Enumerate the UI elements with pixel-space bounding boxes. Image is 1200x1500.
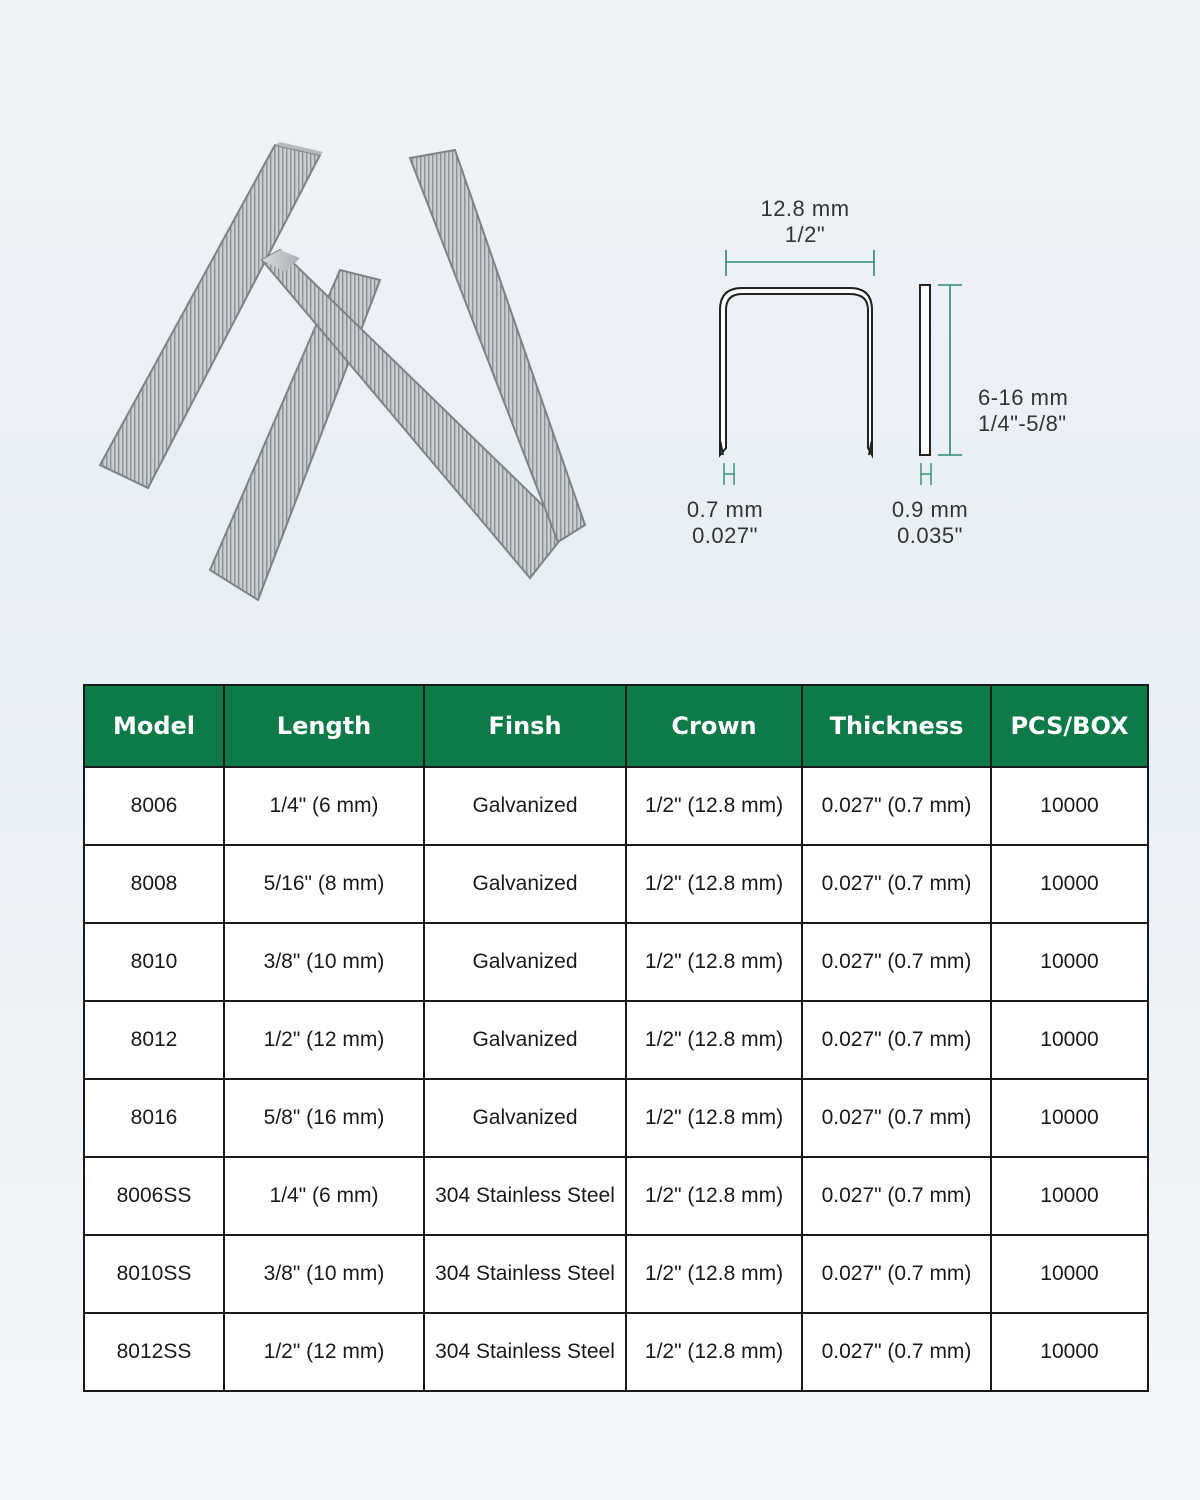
- cell-crown: 1/2" (12.8 mm): [626, 1157, 802, 1235]
- cell-length: 5/16" (8 mm): [224, 845, 424, 923]
- cell-length: 3/8" (10 mm): [224, 1235, 424, 1313]
- wire-dimension-marker: [724, 463, 734, 485]
- wire-dimension-label: [665, 497, 785, 549]
- cell-finish: Galvanized: [424, 1001, 626, 1079]
- wire-in-text: 0.027": [692, 523, 758, 548]
- cell-model: 8016: [84, 1079, 224, 1157]
- cell-thickness: 0.027" (0.7 mm): [802, 1235, 991, 1313]
- cell-crown: 1/2" (12.8 mm): [626, 845, 802, 923]
- cell-model: 8012SS: [84, 1313, 224, 1391]
- crown-dimension-line: [726, 250, 874, 276]
- cell-model: 8006SS: [84, 1157, 224, 1235]
- cell-length: 1/4" (6 mm): [224, 767, 424, 845]
- cell-model: 8008: [84, 845, 224, 923]
- cell-thickness: 0.027" (0.7 mm): [802, 767, 991, 845]
- crown-in-text: 1/2": [784, 222, 826, 247]
- wire-mm-text: 0.7 mm: [686, 497, 764, 522]
- staple-strips-image: [90, 130, 590, 620]
- cell-finish: Galvanized: [424, 767, 626, 845]
- thickness-mm-text: 0.9 mm: [891, 497, 969, 522]
- header-length: Length: [224, 685, 424, 767]
- table-row: [84, 767, 1148, 845]
- cell-crown: 1/2" (12.8 mm): [626, 1235, 802, 1313]
- cell-finish: Galvanized: [424, 923, 626, 1001]
- staple-side-profile: [920, 285, 930, 455]
- table-row: [84, 845, 1148, 923]
- cell-length: 3/8" (10 mm): [224, 923, 424, 1001]
- cell-pcs-box: 10000: [991, 1313, 1148, 1391]
- cell-pcs-box: 10000: [991, 1157, 1148, 1235]
- table-row: [84, 1001, 1148, 1079]
- cell-thickness: 0.027" (0.7 mm): [802, 1079, 991, 1157]
- header-thickness: Thickness: [802, 685, 991, 767]
- cell-finish: 304 Stainless Steel: [424, 1157, 626, 1235]
- cell-crown: 1/2" (12.8 mm): [626, 1079, 802, 1157]
- staple-front-profile: [720, 288, 872, 455]
- header-crown: Crown: [626, 685, 802, 767]
- cell-pcs-box: 10000: [991, 1079, 1148, 1157]
- cell-finish: Galvanized: [424, 845, 626, 923]
- cell-crown: 1/2" (12.8 mm): [626, 1001, 802, 1079]
- length-mm-text: 6-16 mm: [978, 385, 1069, 410]
- cell-crown: 1/2" (12.8 mm): [626, 767, 802, 845]
- length-dimension-label: [978, 385, 1108, 437]
- table-row: [84, 1079, 1148, 1157]
- cell-thickness: 0.027" (0.7 mm): [802, 1157, 991, 1235]
- cell-crown: 1/2" (12.8 mm): [626, 923, 802, 1001]
- header-model: Model: [84, 685, 224, 767]
- length-dimension-line: [938, 285, 962, 455]
- cell-length: 1/4" (6 mm): [224, 1157, 424, 1235]
- header-pcs-box: PCS/BOX: [991, 685, 1148, 767]
- cell-pcs-box: 10000: [991, 923, 1148, 1001]
- cell-length: 1/2" (12 mm): [224, 1313, 424, 1391]
- cell-thickness: 0.027" (0.7 mm): [802, 1313, 991, 1391]
- table-row: [84, 923, 1148, 1001]
- cell-crown: 1/2" (12.8 mm): [626, 1313, 802, 1391]
- spec-table: [83, 684, 1149, 1392]
- cell-model: 8010: [84, 923, 224, 1001]
- thickness-in-text: 0.035": [897, 523, 963, 548]
- table-row: [84, 1235, 1148, 1313]
- cell-length: 5/8" (16 mm): [224, 1079, 424, 1157]
- thickness-dimension-marker: [921, 463, 931, 485]
- cell-finish: Galvanized: [424, 1079, 626, 1157]
- crown-dimension-label: [735, 196, 875, 248]
- crown-mm-text: 12.8 mm: [760, 196, 850, 221]
- length-in-text: 1/4"-5/8": [978, 411, 1067, 436]
- cell-finish: 304 Stainless Steel: [424, 1235, 626, 1313]
- cell-finish: 304 Stainless Steel: [424, 1313, 626, 1391]
- header-finish: Finsh: [424, 685, 626, 767]
- thickness-dimension-label: [870, 497, 990, 549]
- cell-thickness: 0.027" (0.7 mm): [802, 923, 991, 1001]
- cell-pcs-box: 10000: [991, 1001, 1148, 1079]
- cell-model: 8012: [84, 1001, 224, 1079]
- cell-model: 8006: [84, 767, 224, 845]
- cell-model: 8010SS: [84, 1235, 224, 1313]
- cell-pcs-box: 10000: [991, 1235, 1148, 1313]
- cell-thickness: 0.027" (0.7 mm): [802, 1001, 991, 1079]
- cell-pcs-box: 10000: [991, 845, 1148, 923]
- cell-thickness: 0.027" (0.7 mm): [802, 845, 991, 923]
- table-row: [84, 1313, 1148, 1391]
- cell-length: 1/2" (12 mm): [224, 1001, 424, 1079]
- table-row: [84, 1157, 1148, 1235]
- table-header-row: [84, 685, 1148, 767]
- cell-pcs-box: 10000: [991, 767, 1148, 845]
